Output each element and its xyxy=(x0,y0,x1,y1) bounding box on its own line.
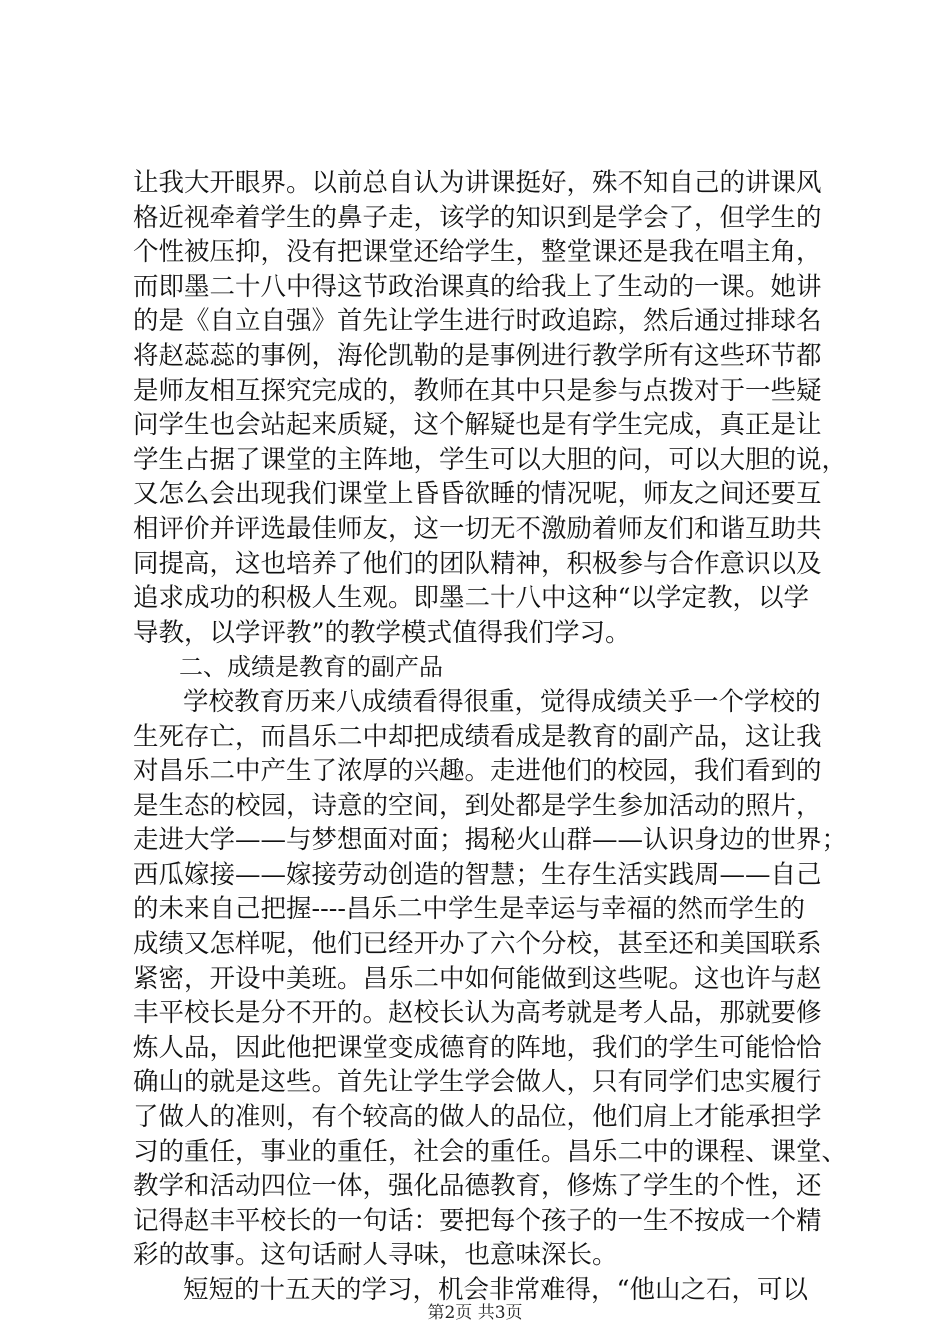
text-line: 学校教育历来八成绩看得很重，觉得成绩关乎一个学校的 xyxy=(183,686,821,717)
text-line: 的未来自己把握----昌乐二中学生是幸运与幸福的然而学生的 xyxy=(133,894,805,925)
text-line: 同提高，这也培养了他们的团队精神，积极参与合作意识以及 xyxy=(133,548,822,579)
text-line: 是生态的校园，诗意的空间，到处都是学生参加活动的照片， xyxy=(133,790,822,821)
text-line: 了做人的准则，有个较高的做人的品位，他们肩上才能承担学 xyxy=(133,1102,822,1133)
text-line: 炼人品，因此他把课堂变成德育的阵地，我们的学生可能恰恰 xyxy=(133,1032,822,1063)
text-line: 彩的故事。这句话耐人寻味，也意味深长。 xyxy=(133,1240,618,1271)
text-line: 短短的十五天的学习，机会非常难得，“他山之石，可以 xyxy=(183,1275,809,1305)
text-line: 追求成功的积极人生观。即墨二十八中这种“以学定教，以学 xyxy=(133,583,810,614)
text-line: 问学生也会站起来质疑，这个解疑也是有学生完成，真正是让 xyxy=(133,410,822,441)
text-line: 紧密，开设中美班。昌乐二中如何能做到这些呢。这也许与赵 xyxy=(133,963,822,994)
section-heading: 二、成绩是教育的副产品 xyxy=(179,653,443,682)
text-line: 是师友相互探究完成的，教师在其中只是参与点拨对于一些疑 xyxy=(133,375,822,406)
body-text xyxy=(133,166,848,1308)
text-line: 习的重任，事业的重任，社会的重任。昌乐二中的课程、课堂、 xyxy=(133,1136,848,1167)
text-line: 教学和活动四位一体，强化品德教育，修炼了学生的个性，还 xyxy=(133,1171,822,1202)
text-line: 学生占据了课堂的主阵地，学生可以大胆的问，可以大胆的说， xyxy=(133,444,848,475)
text-line: 个性被压抑，没有把课堂还给学生，整堂课还是我在唱主角， xyxy=(133,237,822,268)
text-line: 将赵蕊蕊的事例，海伦凯勒的是事例进行教学所有这些环节都 xyxy=(133,340,822,371)
text-line: 生死存亡，而昌乐二中却把成绩看成是教育的副产品，这让我 xyxy=(133,721,822,752)
text-line: 走进大学——与梦想面对面；揭秘火山群——认识身边的世界； xyxy=(133,825,848,856)
page-footer: 第2页 共3页 xyxy=(427,1303,523,1323)
text-line: 格近视牵着学生的鼻子走，该学的知识到是学会了，但学生的 xyxy=(133,202,822,233)
text-line: 而即墨二十八中得这节政治课真的给我上了生动的一课。她讲 xyxy=(133,271,822,302)
text-line: 对昌乐二中产生了浓厚的兴趣。走进他们的校园，我们看到的 xyxy=(133,756,822,787)
text-line: 又怎么会出现我们课堂上昏昏欲睡的情况呢，师友之间还要互 xyxy=(133,479,822,510)
text-line: 确山的就是这些。首先让学生学会做人，只有同学们忠实履行 xyxy=(133,1067,822,1098)
text-line: 让我大开眼界。以前总自认为讲课挺好，殊不知自己的讲课风 xyxy=(133,168,822,198)
text-line: 丰平校长是分不开的。赵校长认为高考就是考人品，那就要修 xyxy=(133,998,822,1029)
text-line: 成绩又怎样呢，他们已经开办了六个分校，甚至还和美国联系 xyxy=(133,929,822,960)
text-line: 导教，以学评教”的教学模式值得我们学习。 xyxy=(133,617,631,648)
text-line: 西瓜嫁接——嫁接劳动创造的智慧；生存生活实践周——自己 xyxy=(133,859,822,890)
text-line: 记得赵丰平校长的一句话：要把每个孩子的一生不按成一个精 xyxy=(133,1205,822,1236)
text-line: 的是《自立自强》首先让学生进行时政追踪，然后通过排球名 xyxy=(133,306,822,337)
text-line: 相评价并评选最佳师友，这一切无不激励着师友们和谐互助共 xyxy=(133,513,822,544)
